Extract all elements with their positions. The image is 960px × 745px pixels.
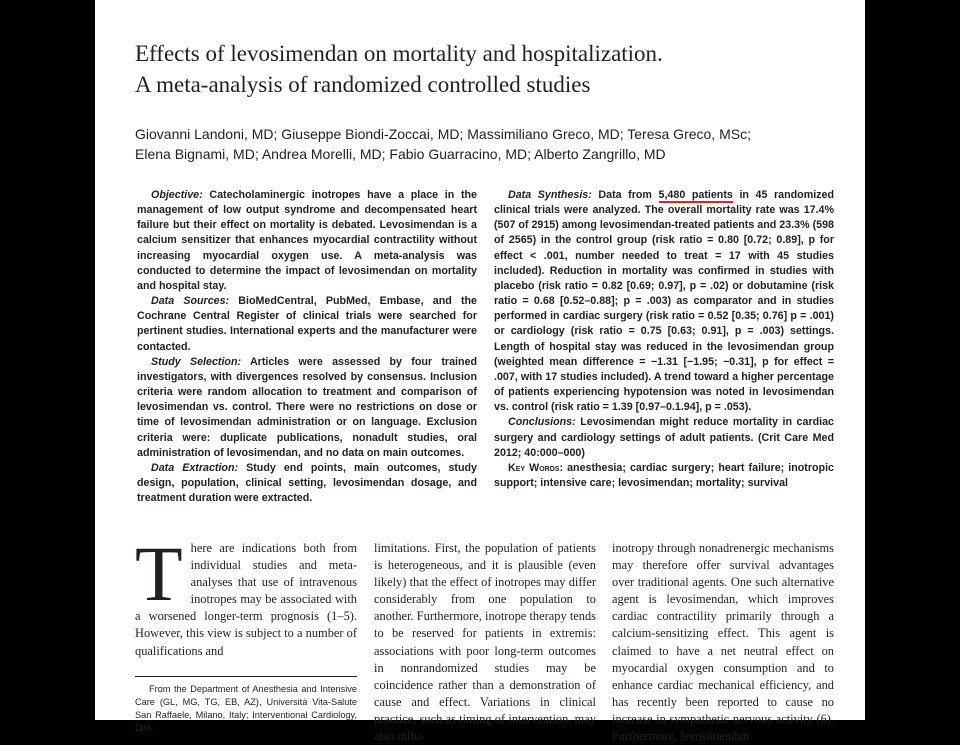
data-sources-label: Data Sources: [151, 295, 230, 308]
patient-count-highlight: 5,480 patients [658, 189, 733, 201]
study-selection-text: Articles were assessed by four trained investigators, with divergences resolved by consensus. Inclusion criteria were random allocation to treatment and comparison of levosimendan vs. control. There were no restrictions on dose or time of levosimendan administration or on language. Exclusion criteria were: duplicate publications, nonadult studies, oral administration of levosimendan, and no data on main outcomes. [137, 355, 477, 459]
abstract-data-synthesis [494, 188, 834, 415]
body-column-3 [612, 540, 834, 745]
conclusions-text: Levosimendan might reduce mortality in cardiac surgery and cardiology settings of adult patients. (Crit Care Med 2012; 40:000–000) [494, 416, 834, 459]
paper-page [95, 0, 865, 744]
title-line-2: A meta-analysis of randomized controlled studies [135, 72, 591, 97]
data-sources-text: BioMedCentral, PubMed, Embase, and the Cochrane Central Register of clinical trials were searched for pertinent studies. International experts and the manufacturer were contacted. [137, 295, 477, 353]
data-extraction-text: Study end points, main outcomes, study design, population, clinical setting, levosimendan dosage, and treatment duration were extracted. [137, 461, 477, 505]
drop-cap: T [135, 530, 183, 617]
conclusions-label: Conclusions: [508, 416, 576, 429]
paper-title [135, 38, 835, 100]
abstract-data-extraction [137, 461, 477, 506]
keywords-label: Key Words: [508, 461, 564, 474]
body-text-col2: limitations. First, the population of patients is heterogeneous, and it is plausible (even likely) that the effect of inotropes may differ considerably from one population to another. Furthermore, inotrope therapy tends to be reserved for patients in extremis: associations with poor long-term outcomes in nonrandomized studies may be coincidence rather than a demonstration of cause and effect. Variations in clinical practice, such as timing of intervention, may also influ- [374, 541, 596, 744]
data-synthesis-label: Data Synthesis: [508, 189, 592, 201]
study-selection-label: Study Selection: [151, 355, 242, 368]
objective-text: Catecholaminergic inotropes have a place in the management of low output syndrome and decompensated heart failure but their effect on mortality is debated. Levosimendan is a calcium sensitizer that enhances myocardial contractility without increasing myocardial oxygen use. A meta-analysis was conducted to determine the impact of levosimendan on mortality and hospital stay. [137, 189, 477, 292]
abstract-keywords [494, 461, 834, 491]
abstract-conclusions [494, 415, 834, 460]
abstract-right-column [494, 188, 834, 491]
title-line-1: Effects of levosimendan on mortality and hospitalization. [135, 41, 663, 66]
abstract-study-selection [137, 355, 477, 461]
keywords-text: anesthesia; cardiac surgery; heart failure; inotropic support; intensive care; levosimendan; mortality; survival [494, 461, 834, 489]
body-text-col1: here are indications both from individual studies and meta-analyses that use of intravenous inotropes may be associated with a worsened longer-term prognosis (1–5). However, this view is subject to a number of qualifications and [135, 541, 357, 658]
data-synthesis-text: in 45 randomized clinical trials were analyzed. The overall mortality rate was 17.4% (507 of 2915) among levosimendan-treated patients and 23.3% (598 of 2565) in the control group (risk ratio = 0.80 [0.72; 0.89], p for effect < .001, number needed to treat = 17 with 45 studies included). Reduction in mortality was confirmed in studies with placebo (risk ratio = 0.82 [0.69; 0.97], p = .02) or dobutamine (risk ratio = 0.68 [0.52–0.88]; p = .003) as comparator and in studies performed in cardiac surgery (risk ratio = 0.52 [0.35; 0.76] p = .001) or cardiology (risk ratio = 0.75 [0.63; 0.91], p = .003) settings. Length of hospital stay was reduced in the levosimendan group (weighted mean difference = −1.31 [−1.95; −0.31], p for effect = .007, with 17 studies included). A trend toward a higher percentage of patients experiencing hypotension was noted in levosimendan vs. control (risk ratio = 1.39 [0.97–0.1.94], p = .053). [494, 189, 834, 414]
body-column-2 [374, 540, 596, 745]
data-synthesis-intro: Data from [591, 189, 659, 201]
affiliation-footnote: From the Department of Anesthesia and Intensive Care (GL, MG, TG, EB, AZ), Università Vita-Salute San Raffaele, Milano, Italy; Interventional Cardiology, Divi- [135, 684, 357, 733]
author-list [135, 124, 835, 164]
body-text-col3: inotropy through nonadrenergic mechanisms may therefore offer survival advantages over traditional agents. One such alternative agent is levosimendan, which improves cardiac contractility primarily through a calcium-sensitizing effect. This agent is claimed to have a net neutral effect on myocardial oxygen consumption and to enhance cardiac mechanical efficiency, and has recently been reported to cause no increase in sympathetic nervous activity (6). Furthermore, levosimendan [612, 541, 834, 744]
data-extraction-label: Data Extraction: [151, 461, 239, 474]
abstract-left-column [137, 188, 477, 506]
objective-label: Objective: [151, 189, 203, 201]
authors-line-2: Elena Bignami, MD; Andrea Morelli, MD; Fabio Guarracino, MD; Alberto Zangrillo, MD [135, 146, 666, 162]
abstract-objective [137, 188, 477, 294]
footnote-divider [135, 676, 357, 677]
authors-line-1: Giovanni Landoni, MD; Giuseppe Biondi-Zoccai, MD; Massimiliano Greco, MD; Teresa Greco, MSc; [135, 126, 751, 142]
body-column-1 [135, 530, 357, 660]
abstract-data-sources [137, 294, 477, 355]
